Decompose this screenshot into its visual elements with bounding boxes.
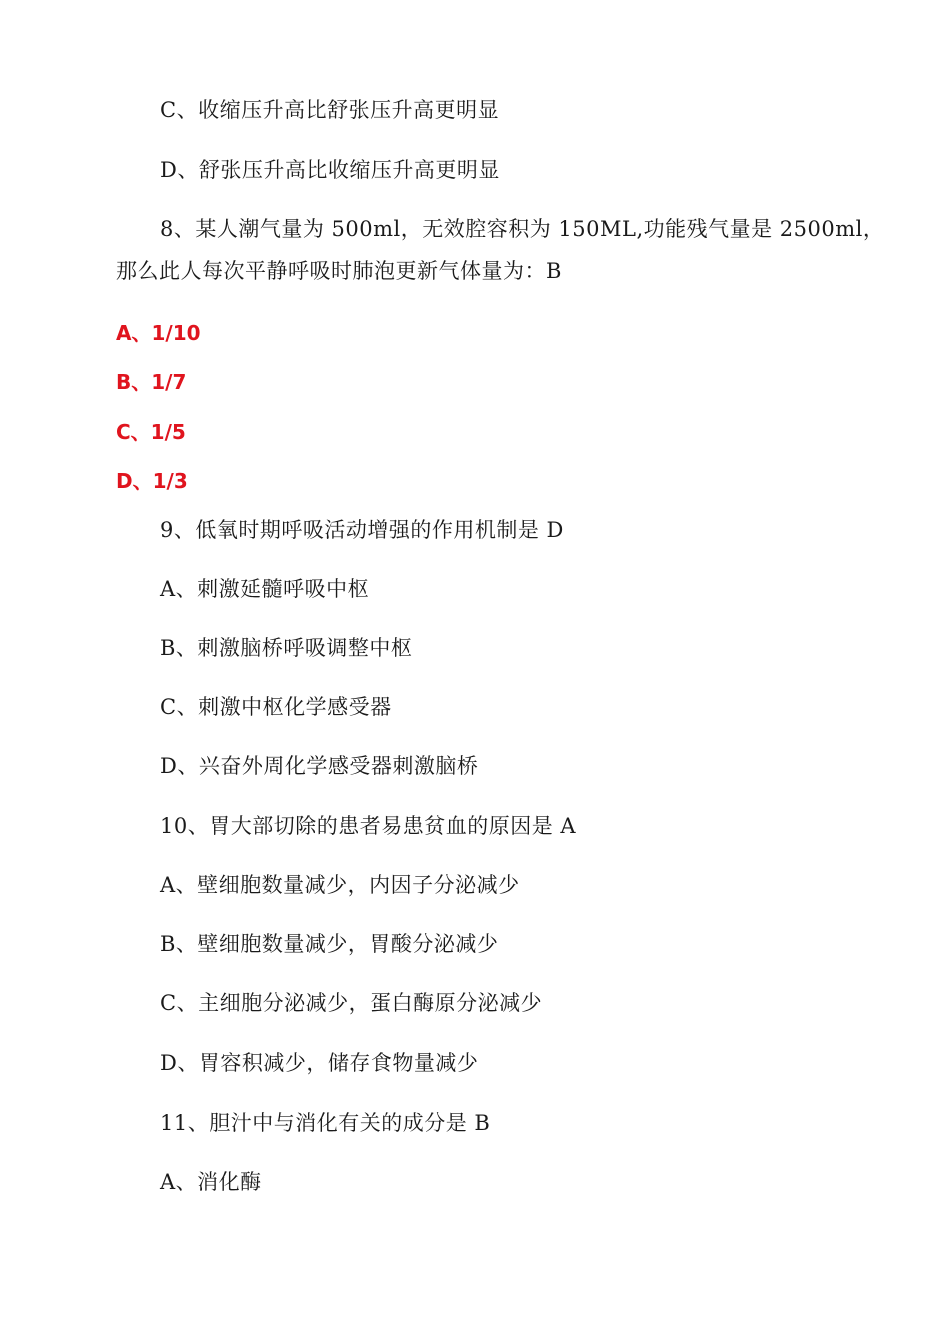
q9-option-d: D、兴奋外周化学感受器刺激脑桥: [160, 754, 479, 778]
q8-option-c: C、1/5: [116, 420, 186, 444]
q8-option-b: B、1/7: [116, 370, 187, 394]
q9-option-b: B、刺激脑桥呼吸调整中枢: [160, 636, 413, 660]
q11-stem: 11、胆汁中与消化有关的成分是 B: [160, 1111, 491, 1135]
q8-option-d: D、1/3: [116, 469, 188, 493]
q10-option-c: C、主细胞分泌减少，蛋白酶原分泌减少: [160, 991, 543, 1015]
q8-stem: [116, 208, 885, 292]
q8-option-a: A、1/10: [116, 321, 201, 345]
q10-option-a: A、壁细胞数量减少，内因子分泌减少: [160, 873, 520, 897]
q10-option-d: D、胃容积减少，储存食物量减少: [160, 1051, 479, 1075]
q8-stem-line1: 8、某人潮气量为 500ml，无效腔容积为 150ML,功能残气量是 2500ml，: [160, 217, 885, 241]
q11-option-a: A、消化酶: [160, 1170, 262, 1194]
q10-option-b: B、壁细胞数量减少，胃酸分泌减少: [160, 932, 499, 956]
q9-option-c: C、刺激中枢化学感受器: [160, 695, 392, 719]
q9-stem: 9、低氧时期呼吸活动增强的作用机制是 D: [160, 518, 564, 542]
q9-option-a: A、刺激延髓呼吸中枢: [160, 577, 370, 601]
q10-stem: 10、胃大部切除的患者易患贫血的原因是 A: [160, 814, 577, 838]
q8-stem-line2: 那么此人每次平静呼吸时肺泡更新气体量为：B: [116, 259, 562, 283]
q7-option-c: C、收缩压升高比舒张压升高更明显: [160, 98, 500, 122]
q7-option-d: D、舒张压升高比收缩压升高更明显: [160, 158, 500, 182]
